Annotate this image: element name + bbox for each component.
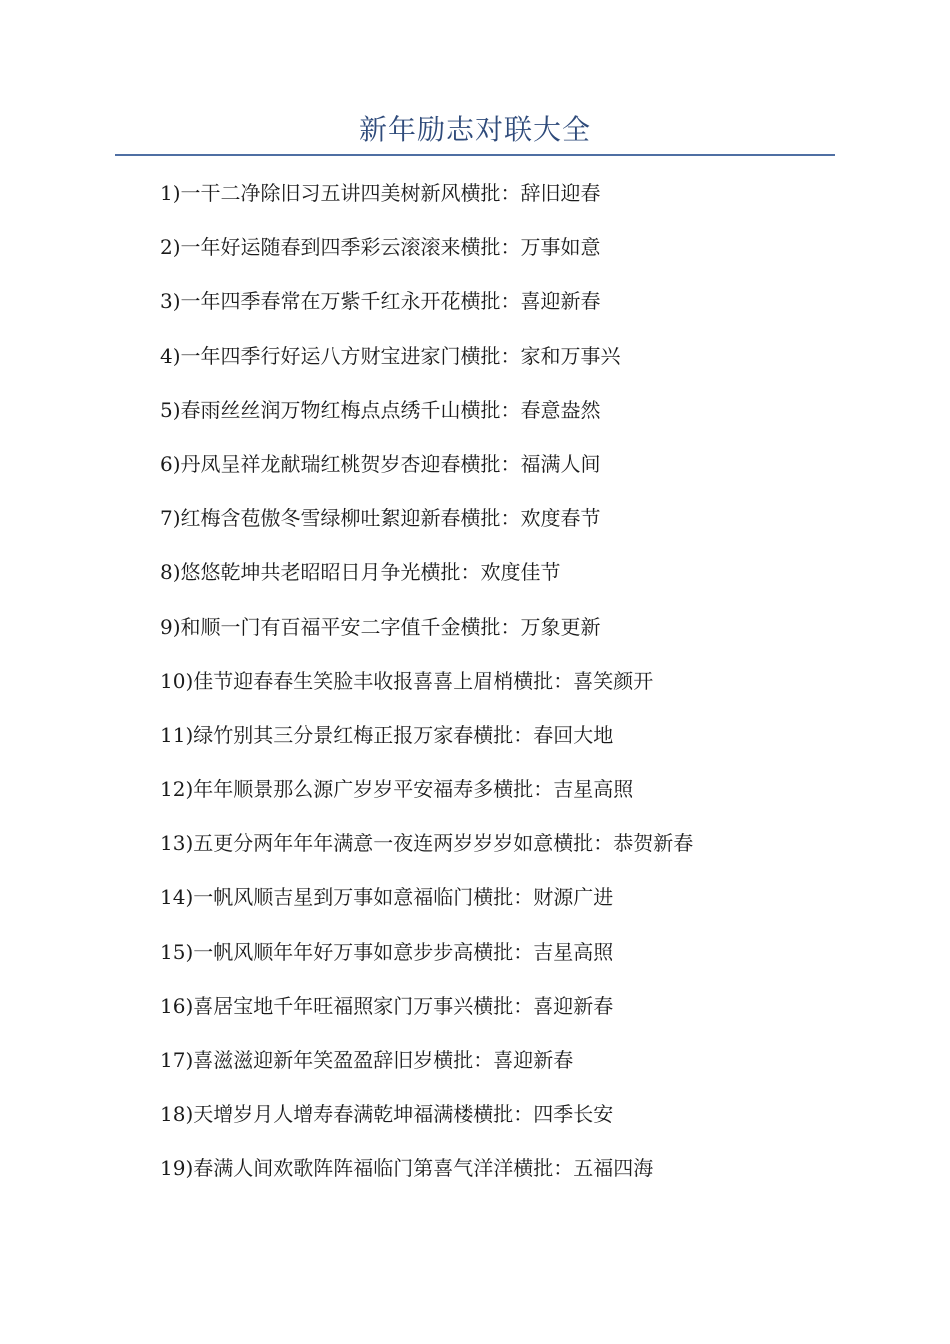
list-item: 6)丹凤呈祥龙献瑞红桃贺岁杏迎春横批：福满人间 <box>160 451 601 476</box>
list-item: 2)一年好运随春到四季彩云滚滚来横批：万事如意 <box>160 235 601 260</box>
list-item: 16)喜居宝地千年旺福照家门万事兴横批：喜迎新春 <box>160 993 614 1018</box>
list-item: 12)年年顺景那么源广岁岁平安福寿多横批：吉星高照 <box>160 777 634 802</box>
list-item: 15)一帆风顺年年好万事如意步步高横批：吉星高照 <box>160 939 614 964</box>
list-item: 17)喜滋滋迎新年笑盈盈辞旧岁横批：喜迎新春 <box>160 1048 574 1072</box>
list-item: 11)绿竹别其三分景红梅正报万家春横批：春回大地 <box>160 722 614 747</box>
list-item: 10)佳节迎春春生笑脸丰收报喜喜上眉梢横批：喜笑颜开 <box>160 668 654 693</box>
couplet-list <box>160 176 840 1206</box>
list-item: 4)一年四季行好运八方财宝进家门横批：家和万事兴 <box>160 343 621 368</box>
list-item: 13)五更分两年年年满意一夜连两岁岁岁如意横批：恭贺新春 <box>160 831 694 856</box>
list-item: 5)春雨丝丝润万物红梅点点绣千山横批：春意盎然 <box>160 397 601 422</box>
list-item: 8)悠悠乾坤共老昭昭日月争光横批：欢度佳节 <box>160 560 561 585</box>
list-item: 14)一帆风顺吉星到万事如意福临门横批：财源广进 <box>160 885 614 910</box>
list-item: 9)和顺一门有百福平安二字值千金横批：万象更新 <box>160 614 601 639</box>
list-item: 19)春满人间欢歌阵阵福临门第喜气洋洋横批：五福四海 <box>160 1156 654 1181</box>
title-underline <box>115 154 835 156</box>
list-item: 18)天增岁月人增寿春满乾坤福满楼横批：四季长安 <box>160 1102 614 1127</box>
page-title: 新年励志对联大全 <box>358 113 591 146</box>
list-item: 3)一年四季春常在万紫千红永开花横批：喜迎新春 <box>160 289 601 314</box>
list-item: 1)一干二净除旧习五讲四美树新风横批：辞旧迎春 <box>160 181 601 205</box>
list-item: 7)红梅含苞傲冬雪绿柳吐絮迎新春横批：欢度春节 <box>160 506 601 531</box>
